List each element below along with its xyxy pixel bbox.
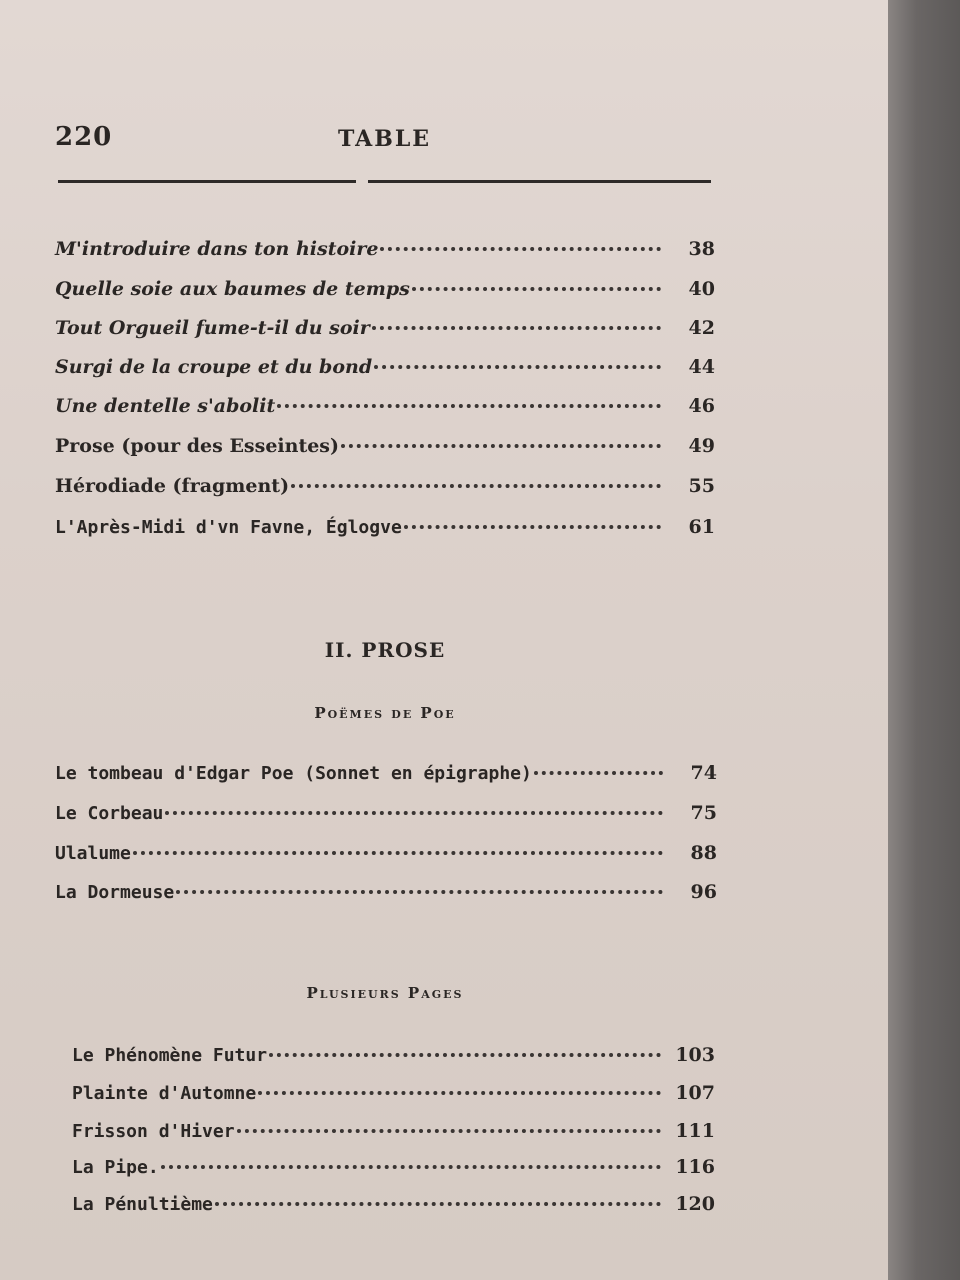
dot-leader [161,1165,661,1169]
toc-entry-title: M'introduire dans ton histoire [55,238,379,260]
toc-entry [55,278,715,308]
toc-entry [55,356,715,386]
toc-entry [55,395,715,425]
toc-entry [72,1044,715,1074]
dot-leader [404,525,661,529]
toc-entry-title: Quelle soie aux baumes de temps [55,278,410,300]
toc-entry [55,475,715,505]
dot-leader [372,326,661,330]
toc-entry [55,802,717,832]
toc-entry [72,1120,715,1150]
dot-leader [380,247,661,251]
dot-leader [291,484,661,488]
toc-entry-title: Le Corbeau [55,803,164,824]
dot-leader [237,1129,661,1133]
toc-entry-page: 40 [688,278,715,300]
toc-entry-title: Le tombeau d'Edgar Poe (Sonnet en épigraphe) [55,763,532,784]
toc-entry-title: Surgi de la croupe et du bond [55,356,373,378]
toc-entry-title: La Pipe. [72,1157,159,1178]
toc-entry [72,1156,715,1186]
toc-entry-title: L'Après-Midi d'vn Favne, Églogve [55,517,402,538]
toc-entry-page: 75 [690,802,717,824]
dot-leader [341,444,661,448]
toc-entry-title: Frisson d'Hiver [72,1121,235,1142]
subsection-title-poe: Poëmes de Poe [314,704,456,722]
toc-entry-page: 49 [688,435,715,457]
dot-leader [133,851,663,855]
toc-entry-title: Une dentelle s'abolit [55,395,276,417]
toc-entry [72,1082,715,1112]
toc-entry [55,842,717,872]
section-title: II. PROSE [324,638,446,662]
toc-entry-title: Ulalume [55,843,131,864]
dot-leader [412,287,661,291]
toc-entry-title: Le Phénomène Futur [72,1045,268,1066]
dot-leader [277,404,661,408]
toc-entry-title: Prose (pour des Esseintes) [55,435,339,457]
toc-entry-page: 38 [688,238,715,260]
toc-entry-title: La Dormeuse [55,882,175,903]
toc-entry-page: 42 [688,317,715,339]
toc-entry [55,435,715,465]
header-rule-left [58,180,356,183]
dot-leader [258,1091,661,1095]
toc-entry-page: 107 [675,1082,715,1104]
toc-entry [72,1193,715,1223]
toc-entry-title: Tout Orgueil fume-t-il du soir [55,317,370,339]
toc-entry-page: 111 [675,1120,715,1142]
toc-entry [55,516,715,546]
toc-entry [55,238,715,268]
running-head: TABLE [338,126,432,152]
dot-leader [165,811,663,815]
toc-entry-title: Hérodiade (fragment) [55,475,290,497]
page-edge-shadow [888,0,960,1280]
dot-leader [176,890,663,894]
toc-entry-title: Plainte d'Automne [72,1083,257,1104]
toc-entry-title: La Pénultième [72,1194,213,1215]
toc-entry-page: 61 [688,516,715,538]
toc-entry [55,762,717,792]
toc-entry-page: 120 [675,1193,715,1215]
dot-leader [269,1053,661,1057]
dot-leader [215,1202,661,1206]
toc-entry-page: 46 [688,395,715,417]
page-number: 220 [55,122,113,152]
toc-entry-page: 103 [675,1044,715,1066]
toc-entry [55,881,717,911]
dot-leader [374,365,661,369]
toc-entry-page: 96 [690,881,717,903]
toc-entry [55,317,715,347]
toc-entry-page: 74 [690,762,717,784]
toc-entry-page: 116 [675,1156,715,1178]
toc-entry-page: 55 [688,475,715,497]
subsection-title-pages: Plusieurs Pages [306,984,464,1002]
dot-leader [534,771,663,775]
header-rule-right [368,180,711,183]
toc-entry-page: 44 [688,356,715,378]
toc-entry-page: 88 [690,842,717,864]
